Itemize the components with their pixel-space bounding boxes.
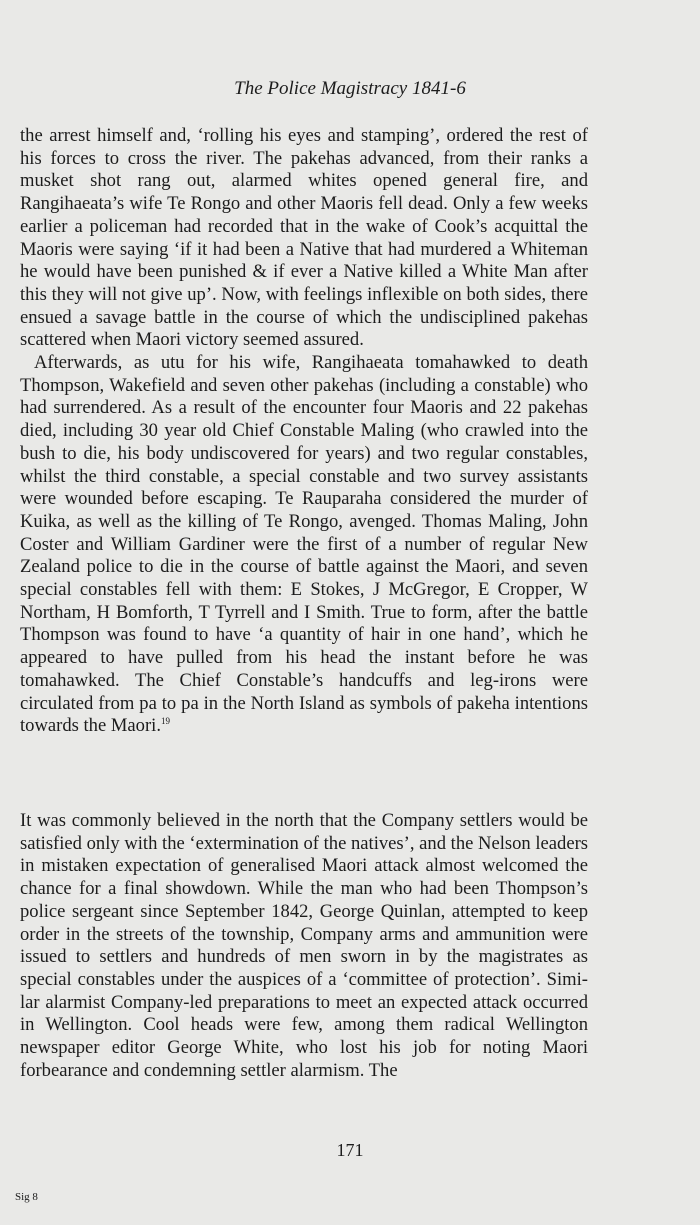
signature-mark: Sig 8	[15, 1191, 38, 1203]
footnote-reference: 19	[160, 716, 170, 727]
paragraph: It was commonly believed in the north that the Company settlers would be satisfied only with the ‘extermination of the natives’, and the Nelson leaders in mistaken expectation of generalised Maori attack almost welcomed the chance for a final showdown. While the man who had been Thompson’s police sergeant since September 1842, George Quinlan, attempted to keep order in the streets of the township, Company arms and ammunition were issued to settlers and hundreds of men sworn in by the magistrates as special constables under the auspices of a ‘committee of protection’. Similar alarmist Company-led preparations to meet an expected attack occurred in Wellington. Cool heads were few, among them radical Wellington newspaper editor George White, who lost his job for noting Maori forbearance and condemning settler alarmism. The	[20, 810, 588, 1081]
text-section-2	[20, 810, 588, 1082]
running-head: The Police Magistracy 1841-6	[234, 78, 466, 99]
paragraph	[20, 352, 588, 738]
paragraph-text: Afterwards, as utu for his wife, Rangihaeata tomahawked to death Thompson, Wakefield and seven other pakehas (including a constable) who had surrendered. As a result of the encounter four Maoris and 22 pakehas died, including 30 year old Chief Constable Maling (who crawled into the bush to die, his body undiscovered for years) and two regular constables, whilst the third constable, a special constable and two survey assistants were wounded before escaping. Te Rauparaha considered the murder of Kuika, as well as the killing of Te Rongo, avenged. Thomas Maling, John Coster and William Gardiner were the first of a number of regular New Zealand police to die in the course of battle against the Maori, and seven special constables fell with them: E Stokes, J McGregor, E Cropper, W Northam, H Bomforth, T Tyrrell and I Smith. True to form, after the battle Thompson was found to have ‘a quantity of hair in one hand’, which he appeared to have pulled from his head the instant before he was tomahawked. The Chief Constable’s handcuffs and leg-irons were circulated from pa to pa in the North Island as symbols of pakeha intentions towards the Maori.	[20, 352, 588, 737]
paragraph: the arrest himself and, ‘rolling his eyes and stamping’, ordered the rest of his forces to cross the river. The pakehas advanced, from their ranks a musket shot rang out, alarmed whites opened general fire, and Rangihaeata’s wife Te Rongo and other Maoris fell dead. Only a few weeks earlier a policeman had recorded that in the wake of Cook’s acquittal the Maoris were saying ‘if it had been a Native that had murdered a Whiteman he would have been punished & if ever a Native killed a White Man after this they will not give up’. Now, with feelings inflexible on both sides, there ensued a savage battle in the course of which the undisciplined pakehas scattered when Maori victory seemed assured.	[20, 125, 588, 351]
text-section-1	[20, 125, 588, 738]
page-number: 171	[336, 1140, 364, 1160]
